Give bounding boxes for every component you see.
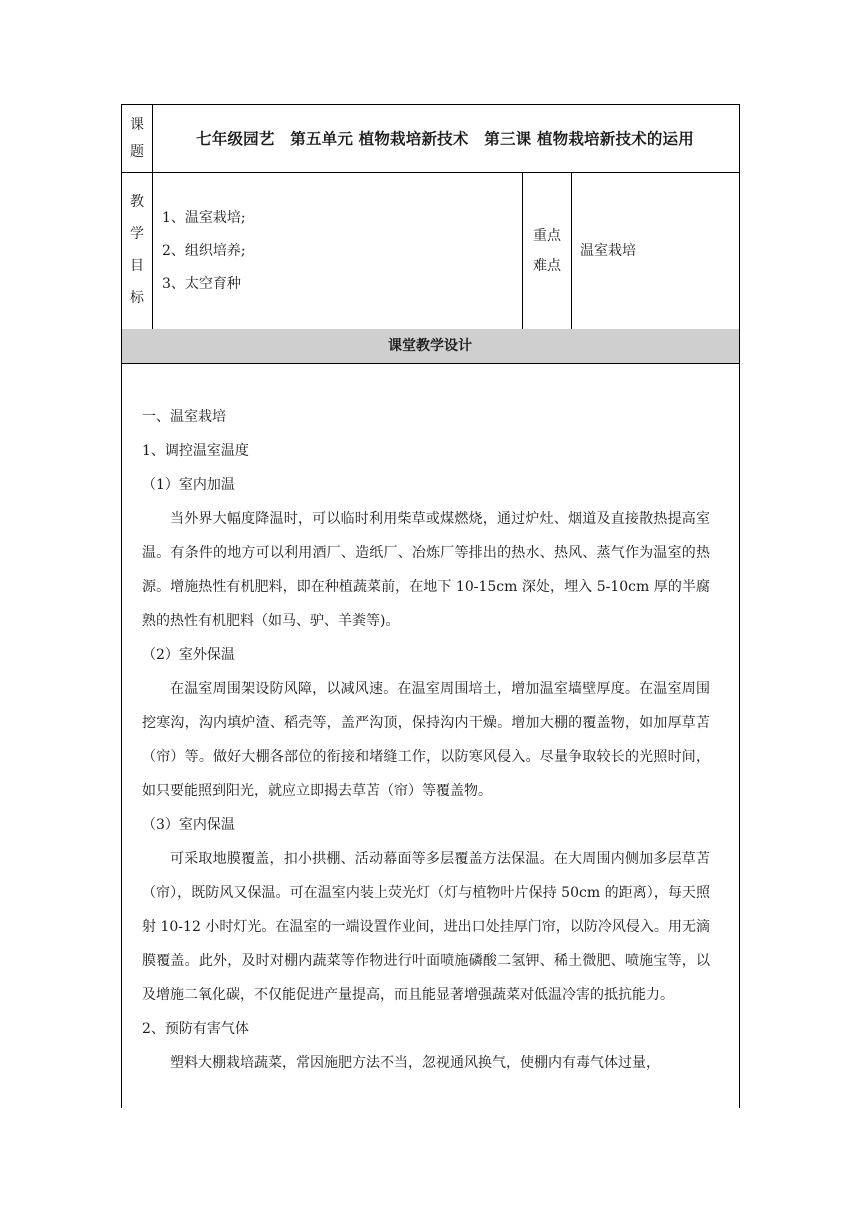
key-points-label-line: 难点	[533, 258, 561, 274]
objective-item: 2、组织培养;	[162, 243, 246, 259]
design-body	[142, 400, 710, 1080]
row-divider-1	[121, 172, 739, 173]
lesson-title: 七年级园艺 第五单元 植物栽培新技术 第三课 植物栽培新技术的运用	[196, 129, 694, 148]
objectives-label-char: 教	[130, 194, 144, 210]
objectives-label-char: 学	[130, 226, 144, 242]
subsection-heading: （3）室内保温	[142, 817, 235, 833]
objective-item: 1、温室栽培;	[162, 210, 246, 226]
body-paragraph: 塑料大棚栽培蔬菜，常因施肥方法不当，忽视通风换气，使棚内有毒气体过量，	[170, 1055, 660, 1071]
key-points-value: 温室栽培	[580, 243, 636, 259]
key-points-label	[524, 221, 570, 281]
section-heading: 一、温室栽培	[142, 409, 226, 425]
body-paragraph: 在温室周围架设防风障，以减风速。在温室周围培土，增加温室墙壁厚度。在温室周围挖寒沟，沟内填炉渣、稻壳等，盖严沟顶，保持沟内干燥。增加大棚的覆盖物，如加厚草苫（帘）等。做好大棚各部位的衔接和堵缝工作，以防寒风侵入。尽量争取较长的光照时间，如只要能照到阳光，就应立即揭去草苫（帘）等覆盖物。	[142, 681, 710, 799]
body-paragraph: 当外界大幅度降温时，可以临时利用柴草或煤燃烧，通过炉灶、烟道及直接散热提高室温。有条件的地方可以利用酒厂、造纸厂、冶炼厂等排出的热水、热风、蒸气作为温室的热源。增施热性有机肥料，即在种植蔬菜前，在地下 10-15cm 深处，埋入 5-10cm 厚的半腐熟的热性有机肥料（如马、驴、羊粪等)。	[142, 511, 710, 629]
design-band-title: 课堂教学设计	[388, 338, 472, 354]
row-divider-3	[121, 363, 739, 364]
objectives-label-char: 目	[130, 258, 144, 274]
subject-label	[122, 112, 152, 166]
table-top-border	[121, 104, 739, 105]
objectives-label-char: 标	[130, 290, 144, 306]
subsection-heading: （2）室外保温	[142, 647, 235, 663]
key-points-label-line: 重点	[533, 228, 561, 244]
body-paragraph: 可采取地膜覆盖，扣小拱棚、活动幕面等多层覆盖方法保温。在大周围内侧加多层草苫（帘），既防风又保温。可在温室内装上荧光灯（灯与植物叶片保持 50cm 的距离），每天照射 10-12 小时灯光。在温室的一端设置作业间，进出口处挂厚门帘，以防冷风侵入。用无滴膜覆盖。此外，及时对棚内蔬菜等作物进行叶面喷施磷酸二氢钾、稀土微肥、喷施宝等，以及增施二氧化碳，不仅能促进产量提高，而且能显著增强蔬菜对低温冷害的抵抗能力。	[142, 851, 710, 1003]
table-right-border	[739, 104, 740, 1108]
objective-item: 3、太空育种	[162, 276, 241, 292]
section-heading: 1、调控温室温度	[142, 443, 249, 459]
section-heading: 2、预防有害气体	[142, 1021, 249, 1037]
subsection-heading: （1）室内加温	[142, 477, 235, 493]
keypoints-divider	[571, 172, 572, 329]
objectives-label	[122, 186, 152, 314]
subject-label-char: 题	[130, 144, 144, 160]
objectives-divider	[522, 172, 523, 329]
subject-label-char: 课	[130, 117, 144, 133]
